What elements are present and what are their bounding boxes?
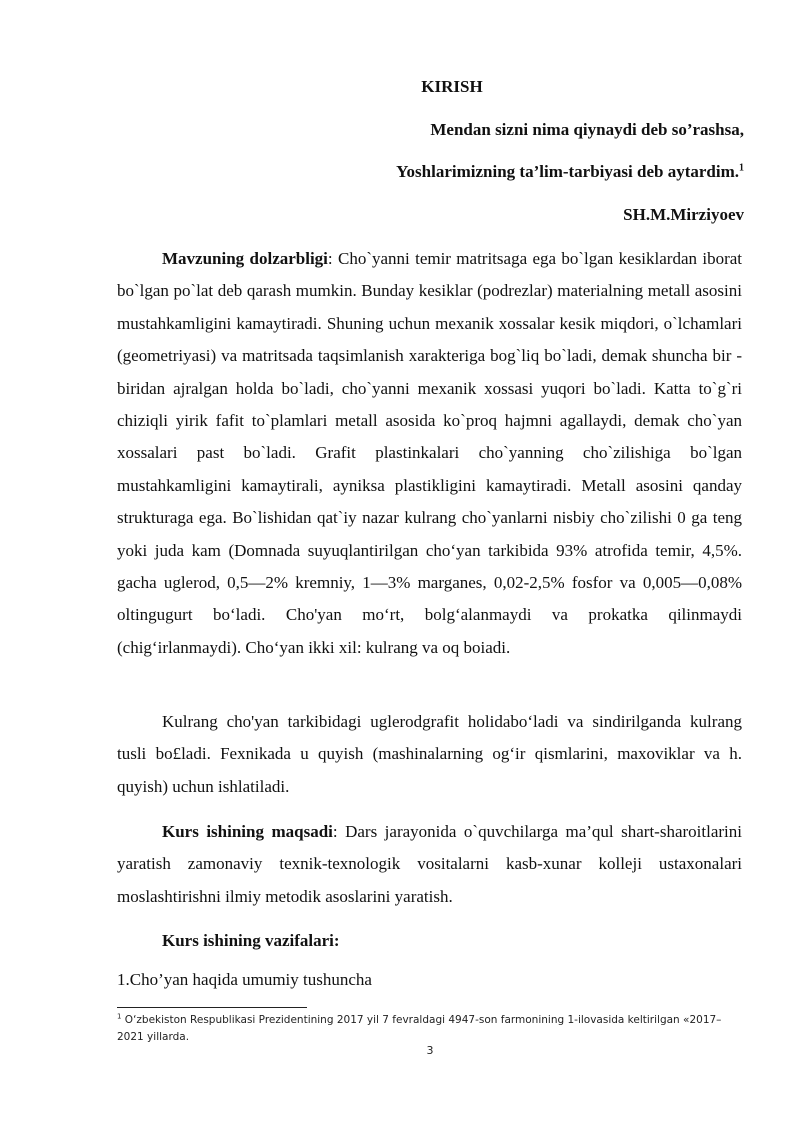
page-number: 3 [426, 1044, 434, 1057]
footnote-text: O‘zbekiston Respublikasi Prezidentining 2017 yil 7 fevraldagi 4947-son farmonining 1-ilovasida keltirilgan «2017–2021 yillarda. [117, 1014, 722, 1043]
paragraph-tasks [117, 925, 742, 957]
paragraph-goal [117, 816, 742, 913]
footnote [117, 1012, 742, 1046]
footnote-separator [117, 1007, 307, 1008]
page-title: KIRISH [421, 77, 483, 96]
paragraph-relevance-lead: Mavzuning dolzarbligi [162, 249, 328, 268]
paragraph-tasks-lead: Kurs ishining vazifalari: [162, 931, 340, 950]
list-item: 1.Cho’yan haqida umumiy tushuncha [117, 970, 372, 989]
epigraph-author: SH.M.Mirziyoev [623, 205, 744, 224]
paragraph-relevance [117, 243, 742, 664]
epigraph-line-1: Mendan sizni nima qiynaydi deb so’rashsa, [430, 120, 744, 139]
footnote-ref-marker: 1 [739, 162, 744, 174]
epigraph-line-2 [396, 160, 744, 184]
paragraph-relevance-text: : Cho`yanni temir matritsaga ega bo`lgan kesiklardan iborat bo`lgan po`lat deb qarash mumkin. Bunday kesiklar (podrezlar) materialning metall asosini mustahkamligini kamaytiradi. Shuning uchun mexanik xossalar kesik miqdori, o`lchamlari (geometriyasi) va matritsada taqsimlanish xarakteriga bog`liq bo`ladi, demak shuncha bir - biridan ajralgan holda bo`ladi, cho`yanni mexanik xossasi yuqori bo`ladi. Katta to`g`ri chiziqli yirik fafit to`plamlari metall asosida ko`proq hajmni agallaydi, demak cho`yan xossalari past bo`ladi. Grafit plastinkalari cho`yanning cho`zilishiga bo`lgan mustahkamligini kamaytirali, ayniksa plastikligini kamaytiradi. Metall asosini qanday strukturaga ega. Bo`lishidan qat`iy nazar kulrang cho`yanlarni nisbiy cho`zilishi 0 ga teng yoki juda kam (Domnada suyuqlantirilgan cho‘yan tarkibida 93% atrofida temir, 4,5%. gacha uglerod, 0,5—2% kremniy, 1—3% marganes, 0,02-2,5% fosfor va 0,005—0,08% oltingugurt bo‘ladi. Cho'yan mo‘rt, bolg‘alanmaydi va prokatka qilinmaydi (chig‘irlanmaydi). Cho‘yan ikki xil: kulrang va oq boiadi. [117, 249, 742, 657]
paragraph-gray-cast-iron: Kulrang cho'yan tarkibidagi uglerodgrafit holidabo‘ladi va sindirilganda kulrang tusli bo£ladi. Fexnikada u quyish (mashinalarning og‘ir qismlarini, maxoviklar va h. quyish) uchun ishlatiladi. [117, 712, 742, 796]
paragraph-goal-lead: Kurs ishining maqsadi [162, 822, 333, 841]
epigraph-line-2-text: Yoshlarimizning ta’lim-tarbiyasi deb aytardim. [396, 162, 739, 181]
footnote-number: 1 [117, 1012, 122, 1021]
paragraph-goal-text: : Dars jarayonida o`quvchilarga ma’qul shart-sharoitlarini yaratish zamonaviy texnik-texnologik vositalarni kasb-xunar kolleji ustaxonalari moslashtirishni ilmiy metodik asoslarini yaratish. [117, 822, 742, 906]
